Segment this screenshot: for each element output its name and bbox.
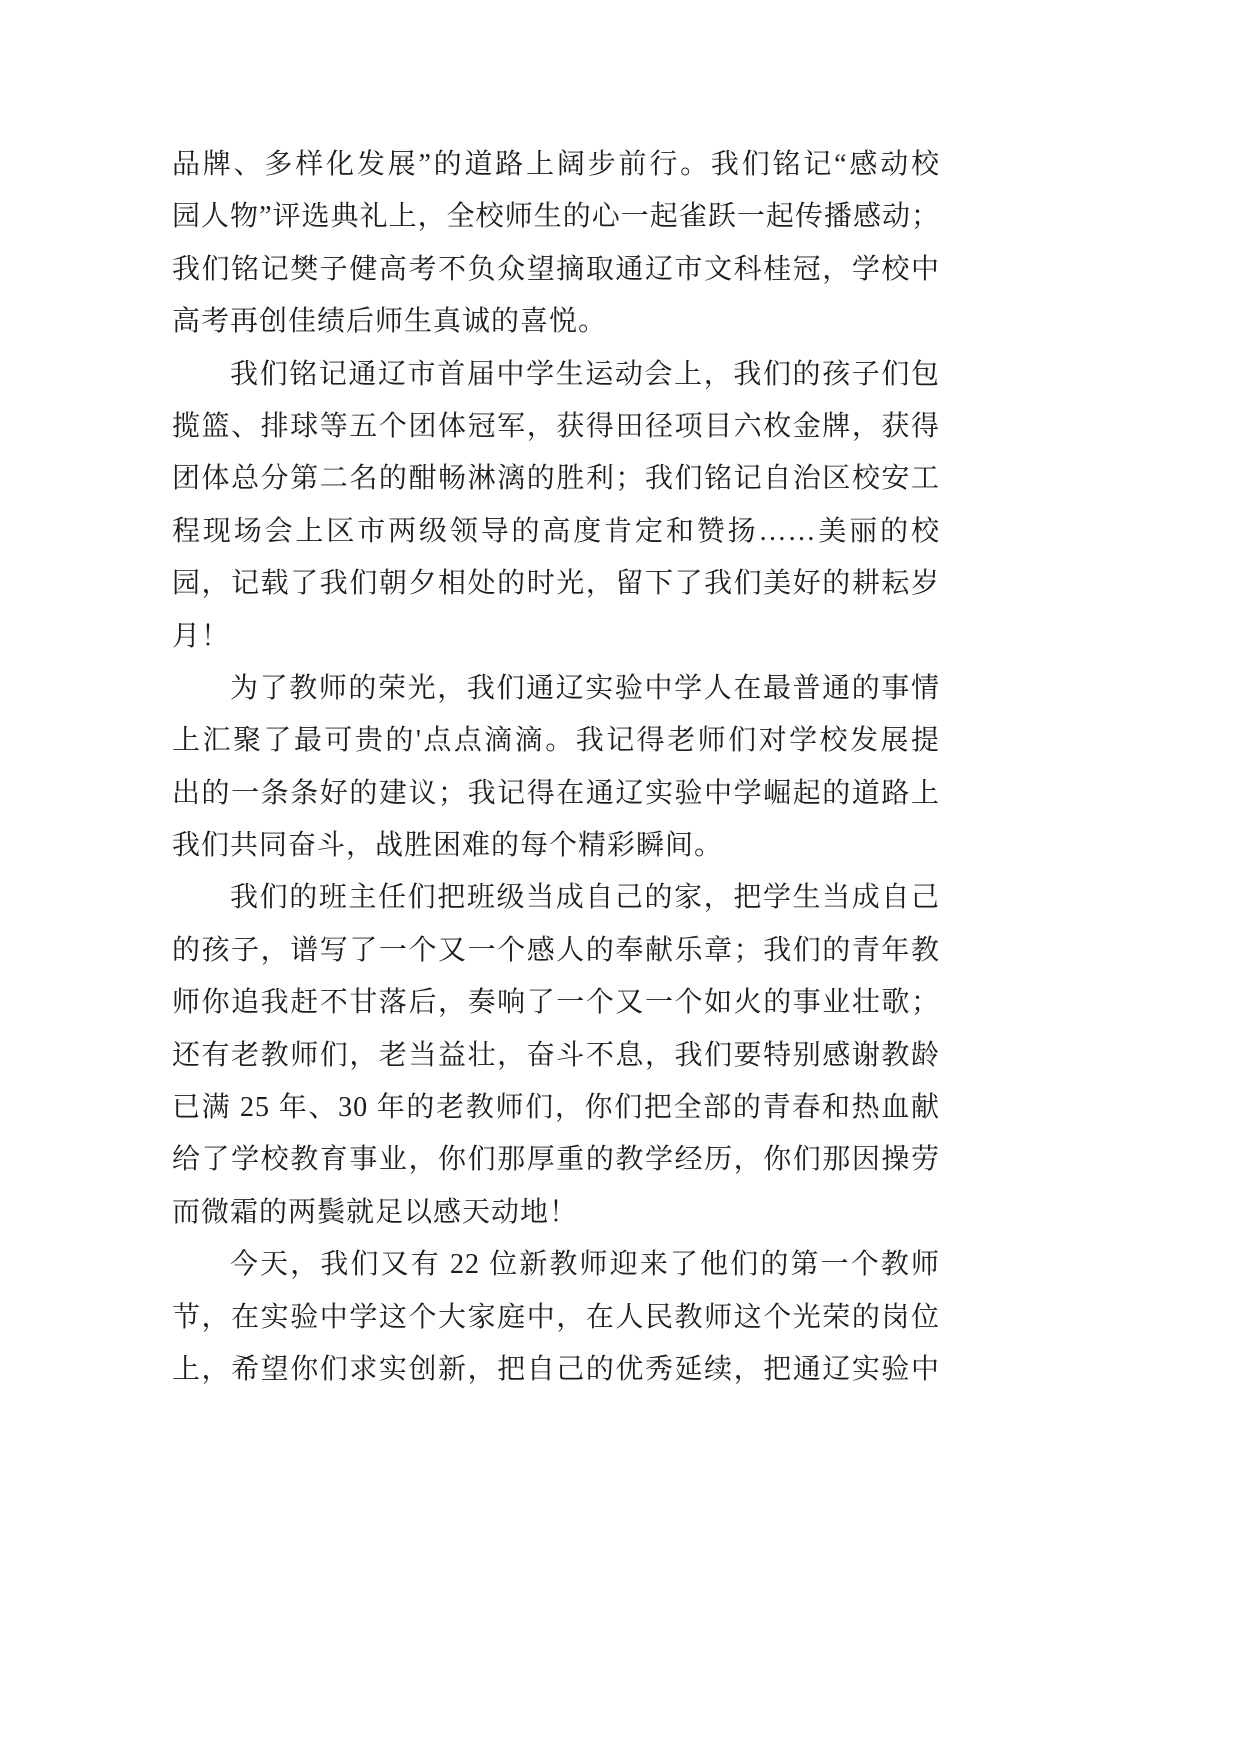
text-line: 已满 25 年、30 年的老教师们，你们把全部的青春和热血献 (172, 1092, 940, 1124)
text-line: 师你追我赶不甘落后，奏响了一个又一个如火的事业壮歌； (172, 987, 940, 1019)
text-line: 园人物”评选典礼上，全校师生的心一起雀跃一起传播感动； (172, 201, 940, 233)
text-line: 揽篮、排球等五个团体冠军，获得田径项目六枚金牌，获得 (172, 410, 940, 442)
document-body (172, 139, 940, 1396)
text-line: 高考再创佳绩后师生真诚的喜悦。 (172, 306, 608, 338)
text-line: 节，在实验中学这个大家庭中，在人民教师这个光荣的岗位 (172, 1301, 940, 1333)
text-line: 上，希望你们求实创新，把自己的优秀延续，把通辽实验中 (172, 1353, 940, 1385)
text-line: 品牌、多样化发展”的道路上阔步前行。我们铭记“感动校 (172, 149, 940, 180)
text-line: 我们铭记樊子健高考不负众望摘取通辽市文科桂冠，学校中 (172, 253, 940, 285)
text-line: 的孩子，谱写了一个又一个感人的奉献乐章；我们的青年教 (172, 934, 940, 966)
text-line: 为了教师的荣光，我们通辽实验中学人在最普通的事情 (230, 672, 940, 704)
text-line: 而微霜的两鬓就足以感天动地！ (172, 1196, 579, 1228)
text-line: 出的一条条好的建议；我记得在通辽实验中学崛起的道路上 (172, 777, 940, 809)
text-line: 我们共同奋斗，战胜困难的每个精彩瞬间。 (172, 830, 724, 862)
text-line: 园，记载了我们朝夕相处的时光，留下了我们美好的耕耘岁 (172, 568, 940, 600)
paragraph (172, 349, 940, 663)
paragraph (172, 663, 940, 873)
paragraph (172, 1239, 940, 1396)
text-line: 今天，我们又有 22 位新教师迎来了他们的第一个教师 (230, 1249, 940, 1281)
paragraph (172, 872, 940, 1239)
text-line: 我们的班主任们把班级当成自己的家，把学生当成自己 (230, 882, 940, 914)
text-line: 上汇聚了最可贵的'点点滴滴。我记得老师们对学校发展提 (172, 725, 940, 757)
text-line: 我们铭记通辽市首届中学生运动会上，我们的孩子们包 (230, 358, 940, 390)
text-line: 程现场会上区市两级领导的高度肯定和赞扬……美丽的校 (172, 515, 940, 547)
text-line: 团体总分第二名的酣畅淋漓的胜利；我们铭记自治区校安工 (172, 463, 940, 495)
text-line: 月！ (172, 620, 231, 652)
text-line: 给了学校教育事业，你们那厚重的教学经历，你们那因操劳 (172, 1144, 940, 1176)
text-line: 还有老教师们，老当益壮，奋斗不息，我们要特别感谢教龄 (172, 1039, 940, 1071)
paragraph (172, 139, 940, 349)
